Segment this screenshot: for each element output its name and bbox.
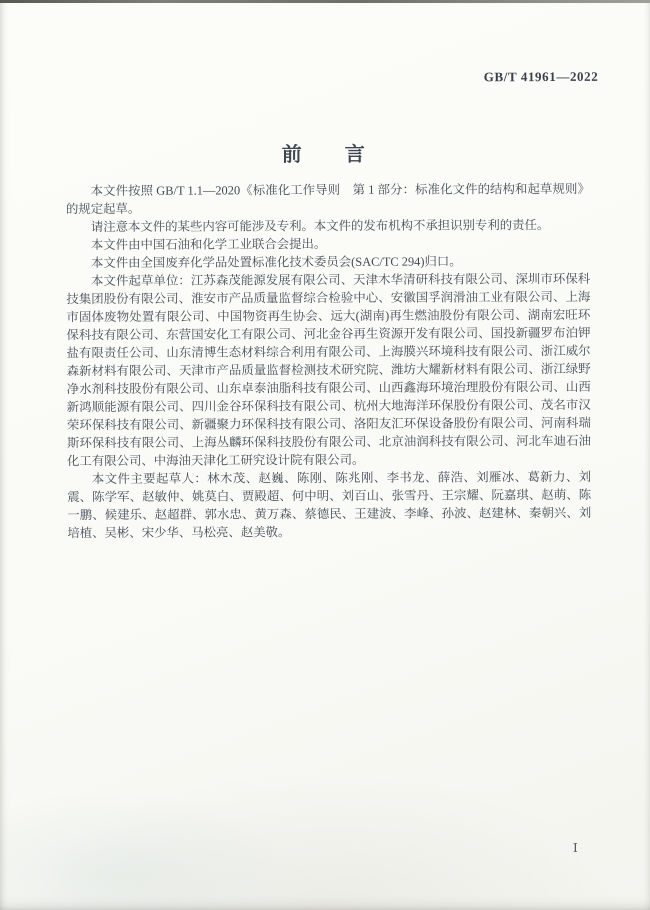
paragraph-proposed-by: 本文件由中国石油和化学工业联合会提出。 [90,236,327,253]
page-title: 前 言 [281,144,366,167]
paragraph-centralized-by: 本文件由全国废弃化学品处置标准化技术委员会(SAC/TC 294)归口。 [90,254,462,271]
paragraph-main-drafters: 本文件主要起草人：林木茂、赵巍、陈刚、陈兆刚、李书龙、薛浩、刘雁冰、葛新力、刘震、陈学军、赵敏仲、姚莫白、贾殿超、何中明、刘百山、张雪丹、王宗耀、阮嘉琪、赵萌、陈一鹏、候建乐、赵超群、郭水忠、黄万森、蔡德民、王建波、李峰、孙波、赵建林、秦朝兴、刘培植、吴彬、宋少华、马松亮、赵美敬。 [67,469,592,541]
paragraph-patent-notice: 请注意本文件的某些内容可能涉及专利。本文件的发布机构不承担识别专利的责任。 [90,218,550,235]
page-number: Ⅰ [572,840,578,855]
standard-number: GB/T 41961—2022 [483,68,599,85]
paragraph-drafting-basis: 本文件按照 GB/T 1.1—2020《标准化工作导则 第 1 部分：标准化文件的结构和起草规则》的规定起草。 [65,181,590,217]
foreword-body [66,180,592,542]
paragraph-drafting-organizations: 本文件起草单位：江苏森茂能源发展有限公司、天津木华清研科技有限公司、深圳市环保科技集团股份有限公司、淮安市产品质量监督综合检验中心、安徽国孚润滑油工业有限公司、上海市固体废物处置有限公司、中国物资再生协会、远大(湖南)再生燃油股份有限公司、湖南宏旺环保科技有限公司、东营国安化工有限公司、河北金谷再生资源开发有限公司、国投新疆罗布泊钾盐有限责任公司、山东清博生态材料综合利用有限公司、上海膜兴环境科技有限公司、浙江威尔森新材料有限公司、天津市产品质量监督检测技术研究院、潍坊大耀新材料有限公司、浙江绿野净水剂科技股份有限公司、山东卓泰油脂科技有限公司、山西鑫海环境治理股份有限公司、山西新鸿顺能源有限公司、四川金谷环保科技有限公司、杭州大地海洋环保股份有限公司、茂名市汉荣环保科技有限公司、新疆聚力环保科技有限公司、洛阳友汇环保设备股份有限公司、河南科瑞斯环保科技有限公司、上海丛麟环保科技股份有限公司、北京油润科技有限公司、河北车迪石油化工有限公司、中海油天津化工研究设计院有限公司。 [66,271,591,469]
